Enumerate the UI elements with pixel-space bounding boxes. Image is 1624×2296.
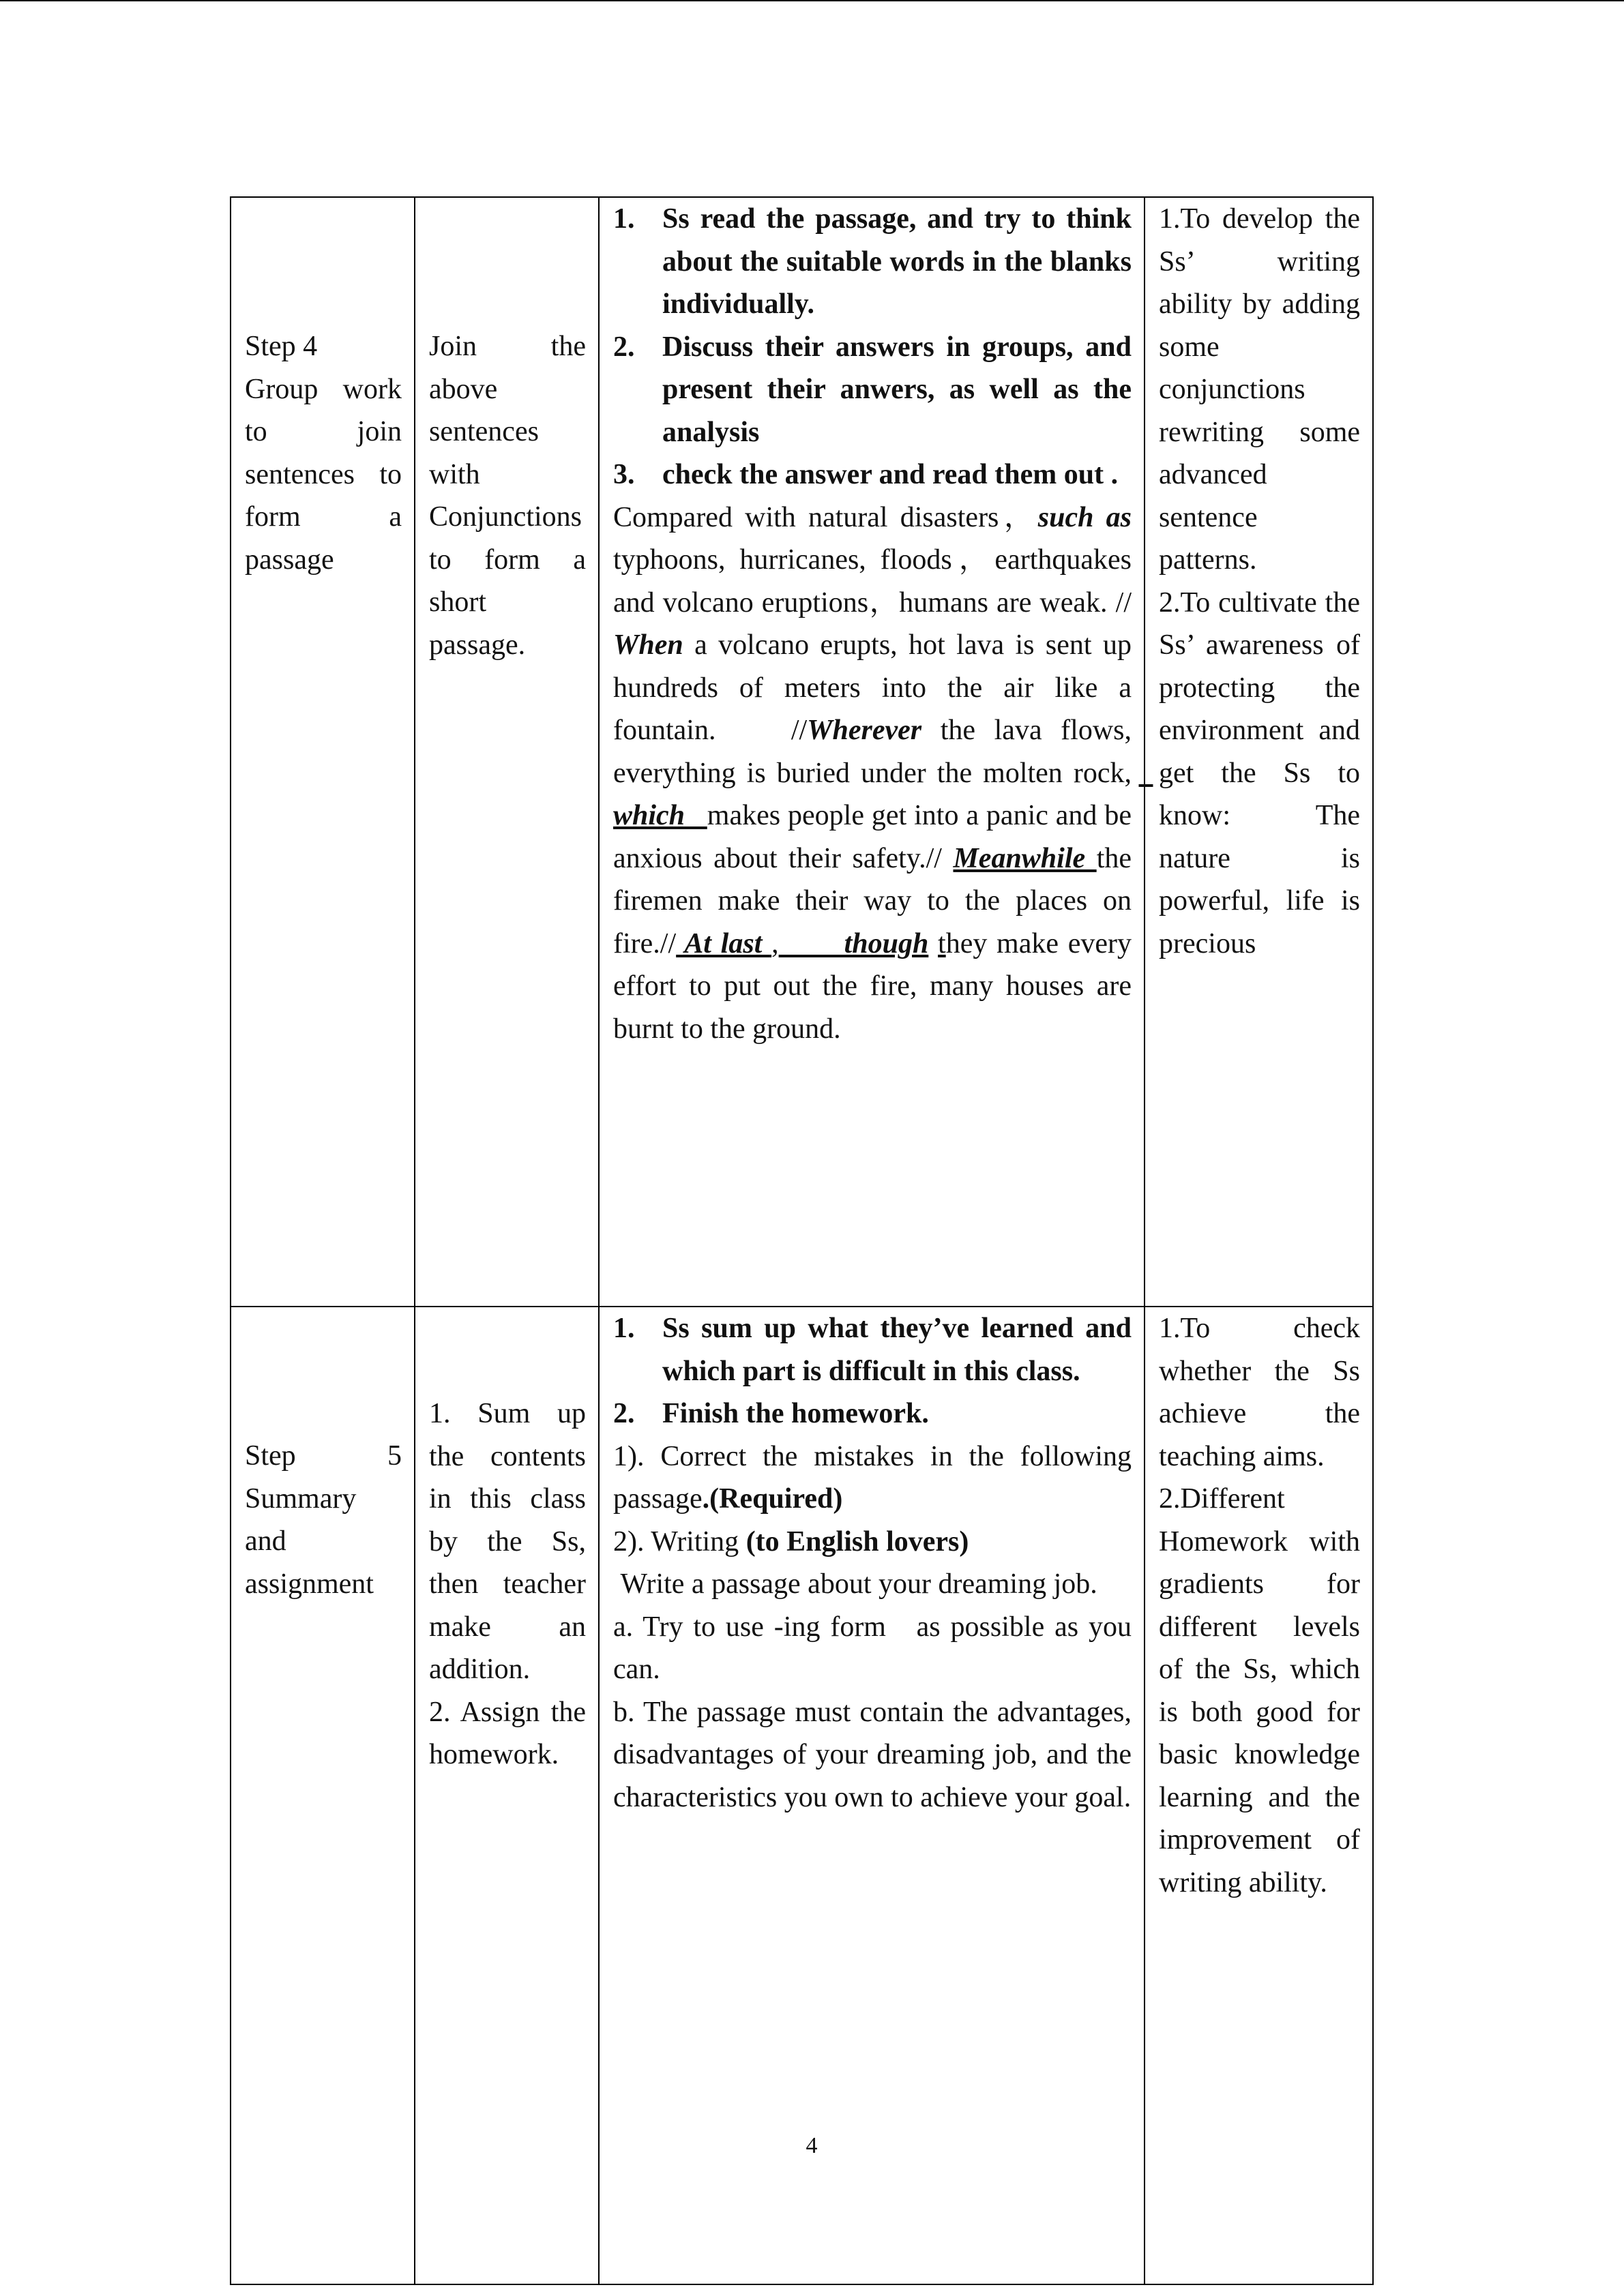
step4-activity-cell bbox=[415, 197, 599, 1307]
list-item: 1. Ss read the passage, and try to think about the suitable words in the blanks individually. bbox=[613, 203, 1132, 320]
step5-activity-cell bbox=[415, 1307, 599, 2284]
list-item: 2. Finish the homework. bbox=[613, 1398, 929, 1429]
step4-procedure-list bbox=[613, 198, 1132, 496]
lesson-plan-table bbox=[230, 196, 1374, 2285]
homework-prompt: Write a passage about your dreaming job. bbox=[613, 1568, 1097, 1600]
step5-purpose: 1.To check whether the Ss achieve the teaching aims. 2.Different Homework with gradients for different levels of the Ss, which is both good for basic knowledge learning and the improvement of writing ability. bbox=[1159, 1313, 1360, 1898]
homework-point-b: b. The passage must contain the advantages, disadvantages of your dreaming job, and the characteristics you own to achieve your goal. bbox=[613, 1696, 1132, 1813]
homework-point-a: a. Try to use -ing form as possible as you can. bbox=[613, 1611, 1139, 1685]
homework-required: 1). Correct the mistakes in the following passage.(Required) bbox=[613, 1440, 1132, 1515]
step5-label-cell bbox=[231, 1307, 415, 2284]
step4-purpose-cell bbox=[1145, 197, 1373, 1307]
step5-procedure-list bbox=[613, 1307, 1132, 1435]
step5-label: Step 5 Summary and assignment bbox=[245, 1440, 402, 1600]
list-item: 3. check the answer and read them out . bbox=[613, 459, 1119, 490]
list-item: 2. Discuss their answers in groups, and present their anwers, as well as the analysis bbox=[613, 331, 1132, 448]
step5-activity: 1. Sum up the contents in this class by the Ss, then teacher make an addition. 2. Assign the homework. bbox=[429, 1398, 586, 1770]
step5-purpose-cell bbox=[1145, 1307, 1373, 2284]
step4-purpose: 1.To develop the Ss’ writing ability by adding some conjunctions rewriting some advanced sentence patterns. 2.To cultivate the Ss’ awareness of protecting the environment and get the Ss to know: The nature is powerful, life is precious bbox=[1159, 203, 1360, 959]
top-border-line bbox=[0, 0, 1624, 1]
homework-optional: 2). Writing (to English lovers) bbox=[613, 1525, 969, 1557]
step4-label: Step 4 Group work to join sentences to form a passage bbox=[245, 331, 402, 576]
step4-label-cell bbox=[231, 197, 415, 1307]
list-item: 1. Ss sum up what they’ve learned and which part is difficult in this class. bbox=[613, 1313, 1132, 1387]
step4-activity: Join the above sentences with Conjunctions to form a short passage. bbox=[429, 331, 586, 661]
step4-procedure-cell bbox=[599, 197, 1153, 1307]
step5-procedure-cell bbox=[599, 1307, 1145, 2284]
conjunction-passage: Compared with natural disasters，such as typhoons, hurricanes, floods，earthquakes and volcano eruptions，humans are weak. // When a volcano erupts, hot lava is sent up hundreds of meters into the air like a fountain. //Wherever the lava flows, everything is buried under the molten rock, which makes people get into a panic and be anxious about their safety.// Meanwhile the firemen make their way to the places on fire.// At last , though they make every effort to put out the fire, many houses are burnt to the ground. bbox=[613, 501, 1153, 1045]
page-number: 4 bbox=[806, 2133, 818, 2158]
table-row-step4 bbox=[231, 197, 1373, 1307]
